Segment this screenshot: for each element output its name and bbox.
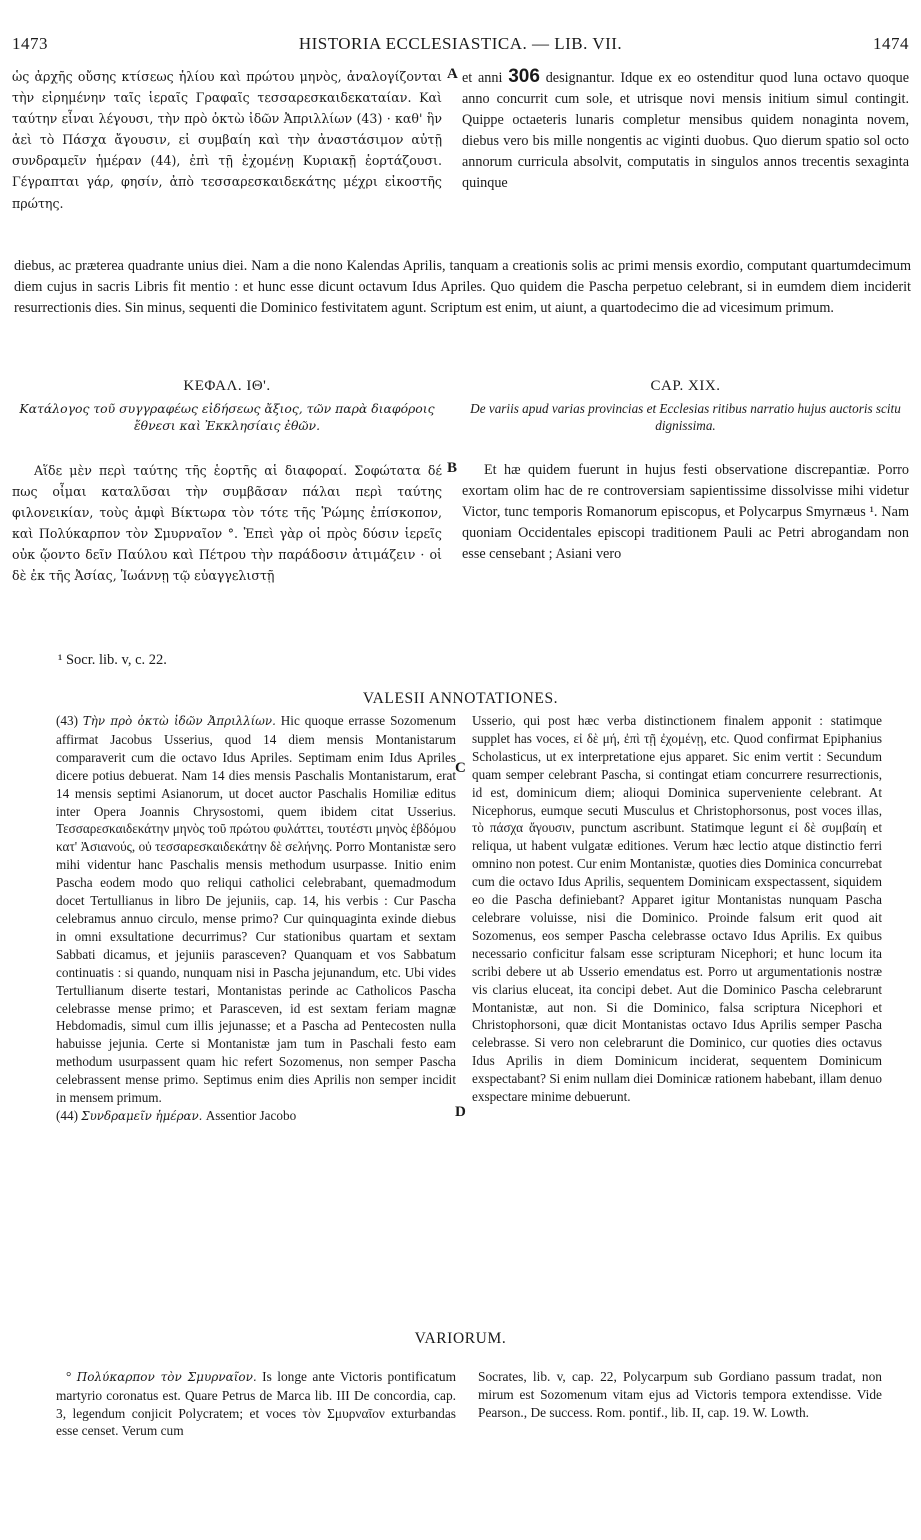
- valesii-heading: VALESII ANNOTATIONES.: [362, 690, 559, 707]
- page-number-left: 1473: [12, 34, 48, 53]
- variorum-heading: VARIORUM.: [414, 1330, 507, 1347]
- running-header: [12, 34, 909, 56]
- greek-chapter-summary: Κατάλογος τοῦ συγγραφέως εἰδήσεως ἄξιος, τῶν παρὰ διαφόροις ἔθνεσι καὶ Ἐκκλησίαις ἐθῶν.: [19, 401, 435, 433]
- variorum-note: [56, 1368, 456, 1440]
- greek-chapter-head: ΚΕΦΑΛ. ΙΘ'.: [183, 378, 271, 394]
- margin-marker-d: D: [455, 1104, 466, 1120]
- latin-chapter-body: [462, 460, 909, 565]
- note-lemma: Τὴν πρὸ ὀκτὼ ἰδῶν Ἀπριλλίων.: [82, 714, 276, 728]
- note-symbol: °: [66, 1369, 72, 1384]
- variorum-text: Is longe ante Victoris pontificatum martyrio coronatus est. Quare Petrus de Marca lib. III De concordia, cap. 3, legendum conjicit Polycratem; et voces τὸν Σμυρναῖον exturbandas esse censet. Verum cum: [56, 1369, 456, 1439]
- variorum-lemma: Πολύκαρπον τὸν Σμυρναῖον.: [76, 1370, 257, 1384]
- variorum-left-column: [56, 1368, 456, 1440]
- greek-body-paragraph: Αἵδε μὲν περὶ ταύτης τῆς ἑορτῆς αἱ διαφοραί. Σοφώτατα δέ πως οἶμαι καταλῦσαι τὴν συμβᾶσαν πάλαι περὶ ταύτης φιλονεικίαν, τοὺς ἀμφὶ Βίκτωρα τὸν τότε τῆς Ῥώμης ἐπίσκοπον, καὶ Πολύκαρπον τὸν Σμυρναῖον °. Ἐπεὶ γὰρ οἱ πρὸς δύσιν ἱερεῖς οὐκ ᾤοντο δεῖν Παύλου καὶ Πέτρου τὴν παράδοσιν ἀτιμάζειν · οἱ δὲ ἐκ τῆς Ἀσίας, Ἰωάννῃ τῷ εὐαγγελιστῇ: [12, 463, 442, 584]
- latin-body-paragraph: Et hæ quidem fuerunt in hujus festi observatione discrepantiæ. Porro exortam olim hac de re controversiam sapientissime dissolvisse mihi videtur Victor, tunc temporis Romanorum episcopus, et Polycarpus Smyrnæus ¹. Nam quoniam Occidentales episcopi traditionem Pauli ac Petri abrogandam non esse censebant ; Asiani vero: [462, 462, 909, 563]
- running-title: HISTORIA ECCLESIASTICA. — LIB. VII.: [298, 34, 623, 53]
- margin-marker-c: C: [455, 760, 466, 776]
- margin-marker-a: A: [447, 66, 458, 82]
- note-number: (44): [56, 1107, 78, 1123]
- note-lemma: Συνδραμεῖν ἡμέραν.: [81, 1108, 203, 1123]
- latin-continuation: designantur. Idque ex eo ostenditur quod luna octavo quoque anno concurrit cum sole, et utrisque novi mensis initium simul contingit. Quippe octaeteris lunaris completur mensibus quidem nonaginta novem, diebus vero bis mille nongentis ac viginti duobus. Quo dierum spatio sol octo annorum curricula absolvit, computatis in singulos annos trecentis sexaginta quinque: [462, 70, 910, 192]
- latin-full-paragraph: diebus, ac præterea quadrante unius diei. Nam a die nono Kalendas Aprilis, tanquam a creationis solis ac primi mensis exordio, computant quartumdecimum diem cujus in sacris Libris fit mentio : et hunc esse dicunt octavum Idus Apriles. Quo quidem die Pascha perpetuo celebrant, si in eumdem diem inciderit resurrectionis dies. Sin minus, sequenti die Dominico festivitatem agunt. Scriptum est enim, ut aiunt, a quartodecimo die ad vicesimum primum.: [14, 258, 911, 317]
- note-text: Assentior Jacobo: [205, 1107, 297, 1123]
- page-number-right: 1474: [873, 34, 909, 53]
- greek-chapter-body: [12, 460, 442, 587]
- latin-text-top: [462, 66, 909, 195]
- annotation-43: [56, 712, 456, 1107]
- footnote: ¹ Socr. lib. v, c. 22.: [58, 652, 167, 668]
- latin-prefix: et anni: [462, 70, 503, 86]
- annotation-right-column: [472, 712, 882, 1106]
- note-text: Hic quoque errasse Sozomenum affirmat Jacobus Usserius, quod 14 diem mensis Montanistarum comparaverit cum die octavo Idus Apriles. Septimam enim Idus Apriles dicere potius debuerat. Nam 14 dies mensis Paschalis Montanistarum, erat 14 mensis septimi Asianorum, ut docet auctor Paschalis Homiliæ editus inter Opera Joannis Chrysostomi, quem ibidem citat Usserius. Τεσσαρεσκαιδεκάτην μηνὸς τοῦ πρώτου φυλάττει, τουτέστι μηνὸς ἑβδόμου κατ' Ἀσιανούς, οὐ τεσσαρεσκαιδεκάτην δὲ σελήνης. Porro Montanistæ sero mihi videntur hanc Paschalis mensis methodum usurpasse. Initio enim Pascha eodem modo quo reliqui catholici celebrabant, quemadmodum docet Tertullianus in libro De jejuniis, cap. 14, his verbis : Cur Pascha celebramus annuo circulo, mense primo? Cur quinquaginta exinde diebus in omni exsultatione decurrimus? Cur stationibus quartam et sextam Sabbati dicamus, et jejuniis parasceven? Quanquam et vos Sabbatum continuatis : si quando, nunquam nisi in Pascha jejunandum, etc. Ubi vides Tertullianum diserte testari, Montanistas perinde ac Catholicos Pascha celebrasse mense primo; et Parasceven, id est sextam feriam magnæ Hebdomadis, simul cum illis jejunasse; et a Pascha ad Pentecosten nulla habuisse jejunia. Certe si Montanistæ jam tum in Paschali festo eam methodum usurpassent quam hic refert Sozomenus, non semper Pascha celebrassent mense primo. Septimus enim dies Aprilis non semper incidit in mensem primum.: [56, 713, 456, 1106]
- latin-full-width: [14, 256, 911, 319]
- variorum-continuation: Socrates, lib. v, cap. 22, Polycarpum sub Gordiano passum tradat, non mirum est Sozomenum vitam ejus ad Victoris tempora extendisse. Vide Pearson., De success. Rom. pontif., lib. II, cap. 19. W. Lowth.: [478, 1369, 882, 1420]
- annotation-44: [56, 1107, 456, 1126]
- greek-text-top: [12, 66, 442, 214]
- latin-chapter-head: CAP. XIX.: [650, 378, 721, 394]
- annotation-continuation: Usserio, qui post hæc verba distinctionem finalem apponit : statimque supplet has voces, εἰ δὲ μή, ἐπὶ τῇ ἐχομένῃ, etc. Quod confirmat Epiphanius Scholasticus, ut ex interpretatione ejus apparet. Sic enim vertit : Secundum quam semper celebrant Pascha, si contingat etiam concurrere resurrectionis, id est, dominicum diem; alioqui Dominica superveniente celebrant. At Nicephorus, eumque secuti Musculus et Christophorsonus, post voces illas, τὸ πάσχα ἄγουσιν, punctum ascribunt. Statimque legunt εἰ δὲ συμβαίη et reliqua, ut habent vulgatæ editiones. Verum hæc lectio atque distinctio ferri omnino non potest. Cur enim Montanistæ, quoties dies Dominica concurrebat cum die octavo Idus Aprilis, sequentem Dominicam exspectassent, siquidem eo die Pascha definiebant? Apparet igitur Montanistas nunquam Pascha celebrare voluisse, nisi die Dominico. Proinde falsum erit quod ait Sozomenus, eos semper Pascha celebrasse octavo Idus Aprilis. Ex quibus necessario conficitur falsam esse scripturam Nicephori; et hunc locum ita scribi debere ut ab Usserio emendatus est. Porro ut argumentationis nostræ vis clarius eluceat, ita concipi debet. Aut die Dominico Pascha celebrarunt Montanistæ, aut non. Si die Dominico, falsa scriptura Nicephori et Christophorsoni, quæ dicit Montanistas octavo Idus Aprilis semper Pascha celebrasse. Si vero non celebrarunt die Dominico, cur quoties dies octavus Idus Aprilis in diem Dominicum inciderat, sequentem Dominicum exspectabant? Si enim nullam diei Dominicæ rationem habebant, illam denuo exspectare minime debuerunt.: [472, 713, 882, 1105]
- variorum-right-column: [478, 1368, 882, 1421]
- note-number: (43): [56, 713, 78, 728]
- latin-paragraph: [462, 66, 909, 195]
- latin-chapter-summary: De variis apud varias provincias et Ecclesias ritibus narratio hujus auctoris scitu dignissima.: [470, 401, 901, 433]
- margin-marker-b: B: [447, 460, 458, 476]
- annotation-left-column: [56, 712, 456, 1126]
- greek-paragraph: ὡς ἀρχῆς οὔσης κτίσεως ἡλίου καὶ πρώτου μηνὸς, ἀναλογίζονται τὴν εἰρημένην ταῖς ἱεραῖς Γραφαῖς τεσσαρεσκαιδεκαταίαν. Καὶ ταύτην εἶναι λέγουσι, τὴν πρὸ ὀκτὼ ἰδῶν Ἀπριλλίων (43) · καθ' ἣν ἀεὶ τὸ Πάσχα ἄγουσιν, εἰ συμβαίη καὶ τὴν ἀναστάσιμον αὐτῇ συνδραμεῖν ἡμέραν (44), ἐπὶ τῇ ἐχομένῃ Κυριακῇ ἑορτάζουσι. Γέγραπται γάρ, φησίν, ἀπὸ τεσσαρεσκαιδεκάτης μέχρι εἰκοστῆς πρώτης.: [12, 69, 442, 211]
- year-number: 306: [508, 66, 540, 87]
